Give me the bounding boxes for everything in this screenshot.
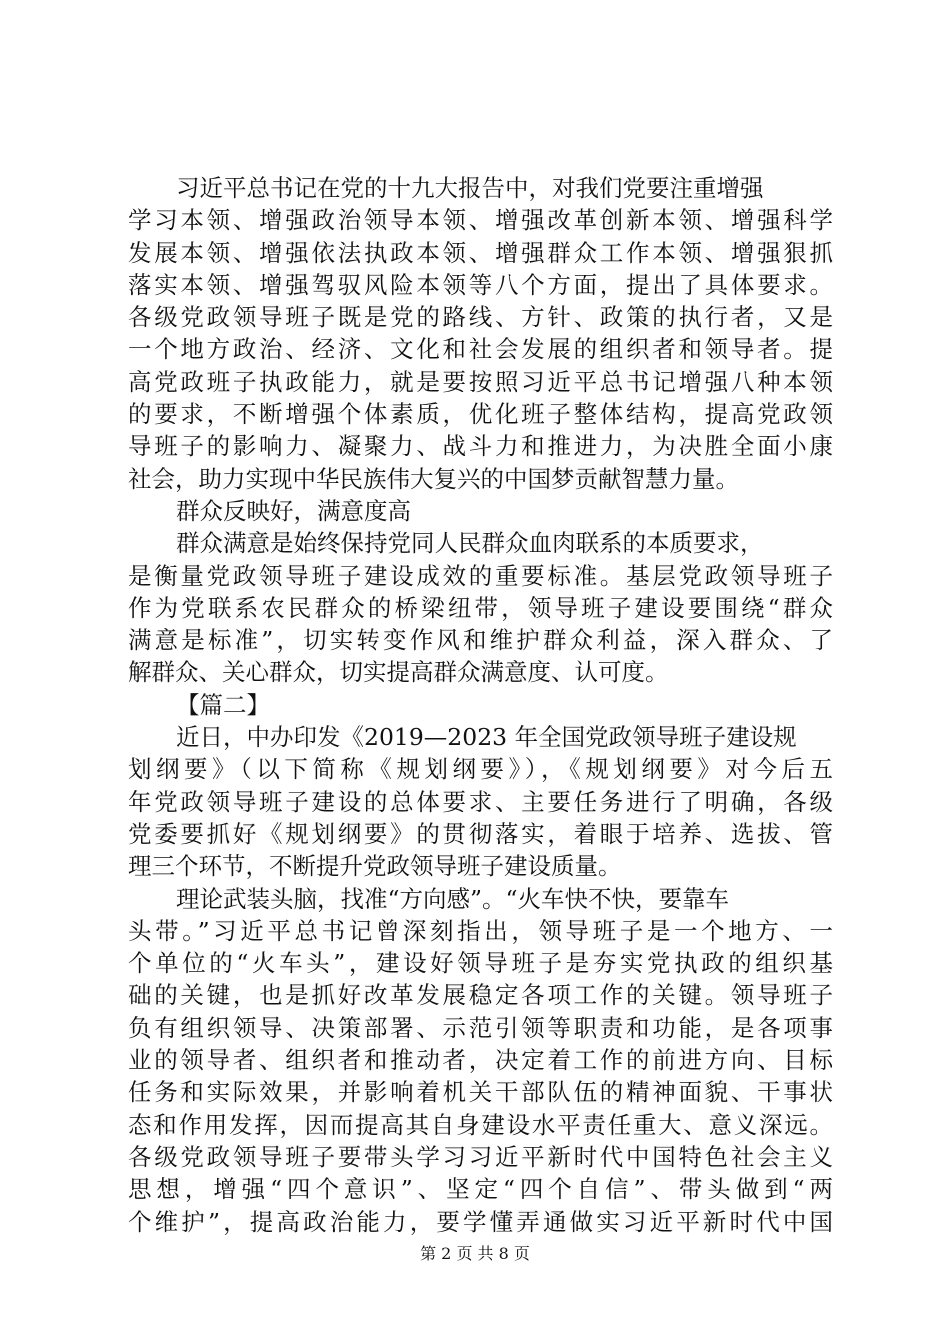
text-line: 学习本领、增强政治领导本领、增强改革创新本领、增强科学 — [128, 206, 833, 235]
text-line: 一个地方政治、经济、文化和社会发展的组织者和领导者。提 — [128, 335, 833, 364]
section-heading: 群众反映好，满意度高 — [176, 496, 411, 525]
text-line: 近日，中办印发《2019—2023 年全国党政领导班子建设规 — [176, 723, 797, 752]
text-line: 理三个环节，不断提升党政领导班子建设质量。 — [128, 852, 622, 881]
text-line: 负有组织领导、决策部署、示范引领等职责和功能，是各项事 — [128, 1013, 833, 1042]
text-line: 的要求，不断增强个体素质，优化班子整体结构，提高党政领 — [128, 400, 833, 429]
text-line: 理论武装头脑，找准“方向感”。“火车快不快，要靠车 — [176, 884, 730, 913]
text-line: 头带。”习近平总书记曾深刻指出，领导班子是一个地方、一 — [128, 916, 833, 945]
text-line: 发展本领、增强依法执政本领、增强群众工作本领、增强狠抓 — [128, 238, 833, 267]
text-line: 态和作用发挥，因而提高其自身建设水平责任重大、意义深远。 — [128, 1110, 833, 1139]
text-line: 党委要抓好《规划纲要》的贯彻落实，着眼于培养、选拔、管 — [128, 819, 833, 848]
page-number-footer: 第 2 页 共 8 页 — [420, 1244, 530, 1263]
text-line: 作为党联系农民群众的桥梁纽带，领导班子建设要围绕“群众 — [128, 593, 833, 622]
text-line: 导班子的影响力、凝聚力、战斗力和推进力，为决胜全面小康 — [128, 432, 833, 461]
text-line: 各级党政领导班子要带头学习习近平新时代中国特色社会主义 — [128, 1142, 833, 1171]
text-line: 解群众、关心群众，切实提高群众满意度、认可度。 — [128, 658, 669, 687]
text-line: 础的关键，也是抓好改革发展稳定各项工作的关键。领导班子 — [128, 981, 833, 1010]
text-line: 高党政班子执政能力，就是要按照习近平总书记增强八种本领 — [128, 367, 833, 396]
part-heading: 【篇二】 — [176, 690, 270, 719]
text-line: 各级党政领导班子既是党的路线、方针、政策的执行者，又是 — [128, 303, 833, 332]
text-line: 年党政领导班子建设的总体要求、主要任务进行了明确，各级 — [128, 787, 833, 816]
text-line: 群众满意是始终保持党同人民群众血肉联系的本质要求， — [176, 529, 764, 558]
text-line: 满意是标准”，切实转变作风和维护群众利益，深入群众、了 — [128, 626, 833, 655]
text-line: 个维护”，提高政治能力，要学懂弄通做实习近平新时代中国 — [128, 1207, 833, 1236]
text-line: 业的领导者、组织者和推动者，决定着工作的前进方向、目标 — [128, 1046, 833, 1075]
text-line: 划纲要》（以下简称《规划纲要》），《规划纲要》对今后五 — [128, 755, 833, 784]
text-line: 是衡量党政领导班子建设成效的重要标准。基层党政领导班子 — [128, 561, 833, 590]
text-line: 任务和实际效果，并影响着机关干部队伍的精神面貌、干事状 — [128, 1078, 833, 1107]
body-text — [128, 172, 833, 1238]
text-line: 个单位的“火车头”，建设好领导班子是夯实党执政的组织基 — [128, 949, 833, 978]
text-line: 社会，助力实现中华民族伟大复兴的中国梦贡献智慧力量。 — [128, 464, 739, 493]
text-line: 落实本领、增强驾驭风险本领等八个方面，提出了具体要求。 — [128, 270, 833, 299]
text-line: 习近平总书记在党的十九大报告中，对我们党要注重增强 — [176, 174, 764, 202]
text-line: 思想，增强“四个意识”、坚定“四个自信”、带头做到“两 — [128, 1175, 833, 1204]
